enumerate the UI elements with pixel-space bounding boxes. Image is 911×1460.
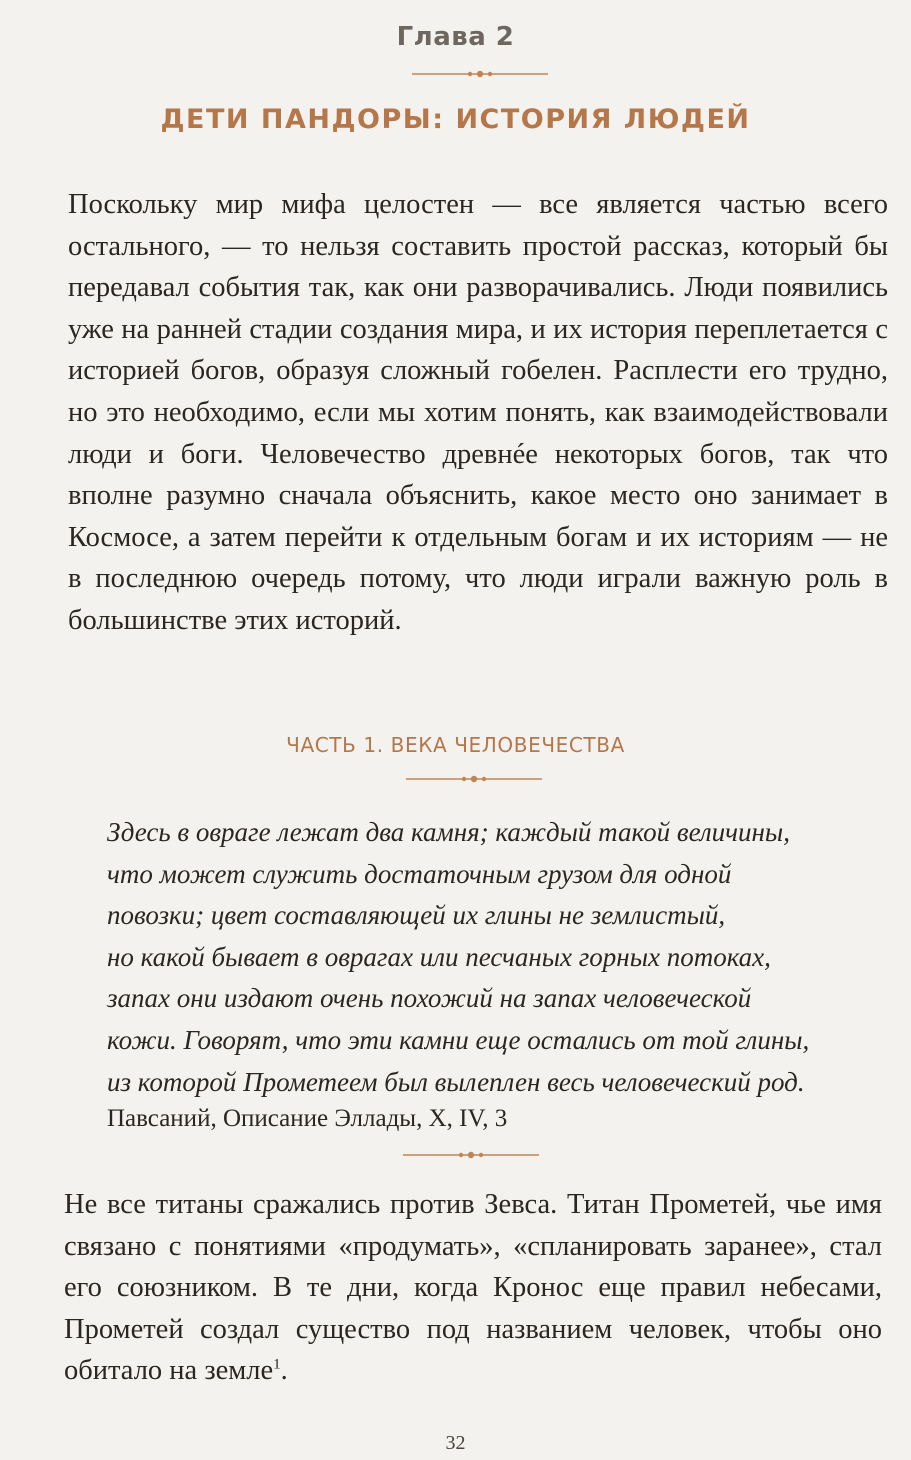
intro-paragraph: Поскольку мир мифа целостен — все является частью всего остального, — то нельзя составить простой рассказ, который бы передавал события так, как они разворачивались. Люди появились уже на ранней стадии создания мира, и их история переплетается с историей богов, образуя сложный гобелен. Расплести его трудно, но это необходимо, если мы хотим понять, как взаимодействовали люди и боги. Человечество древнéе некоторых богов, так что вполне разумно сначала объяснить, какое место оно занимает в Космосе, а затем перейти к отдельным богам и их историям — не в последнюю очередь потому, что люди играли важную роль в большинстве этих историй. xyxy=(68,189,888,636)
body-text-end: . xyxy=(280,1355,288,1387)
ornament-divider-icon xyxy=(406,774,542,784)
footnote-reference[interactable]: 1 xyxy=(273,1356,281,1373)
epigraph-line: но какой бывает в оврагах или песчаных горных потоках, xyxy=(107,941,771,972)
body-text: Не все титаны сражались против Зевса. Титан Прометей, чье имя связано с понятиями «продумать», «спланировать заранее», стал его союзником. В те дни, когда Кронос еще правил небесами, Прометей создал существо под названием человек, чтобы оно обитало на земле xyxy=(64,1189,882,1387)
epigraph-line: Здесь в овраге лежат два камня; каждый такой величины, xyxy=(107,817,790,847)
epigraph-source: Павсаний, Описание Эллады, X, IV, 3 xyxy=(107,1105,508,1132)
epigraph-line: повозки; цвет составляющей их глины не землистый, xyxy=(107,900,726,931)
epigraph-line: запах они издают очень похожий на запах человеческой xyxy=(107,983,752,1014)
epigraph xyxy=(107,812,887,1103)
section-title: ЧАСТЬ 1. ВЕКА ЧЕЛОВЕЧЕСТВА xyxy=(286,733,625,757)
epigraph-line: кожи. Говорят, что эти камни еще остались от той глины, xyxy=(107,1024,810,1055)
body-paragraph xyxy=(64,1184,882,1392)
chapter-label: Глава 2 xyxy=(396,22,515,52)
page-number: 32 xyxy=(445,1432,466,1454)
ornament-divider-icon xyxy=(412,69,548,79)
chapter-title: ДЕТИ ПАНДОРЫ: ИСТОРИЯ ЛЮДЕЙ xyxy=(160,104,751,135)
ornament-divider-icon xyxy=(403,1150,539,1160)
epigraph-line: что может служить достаточным грузом для одной xyxy=(107,858,732,889)
epigraph-line: из которой Прометеем был вылеплен весь человеческий род. xyxy=(107,1066,805,1097)
